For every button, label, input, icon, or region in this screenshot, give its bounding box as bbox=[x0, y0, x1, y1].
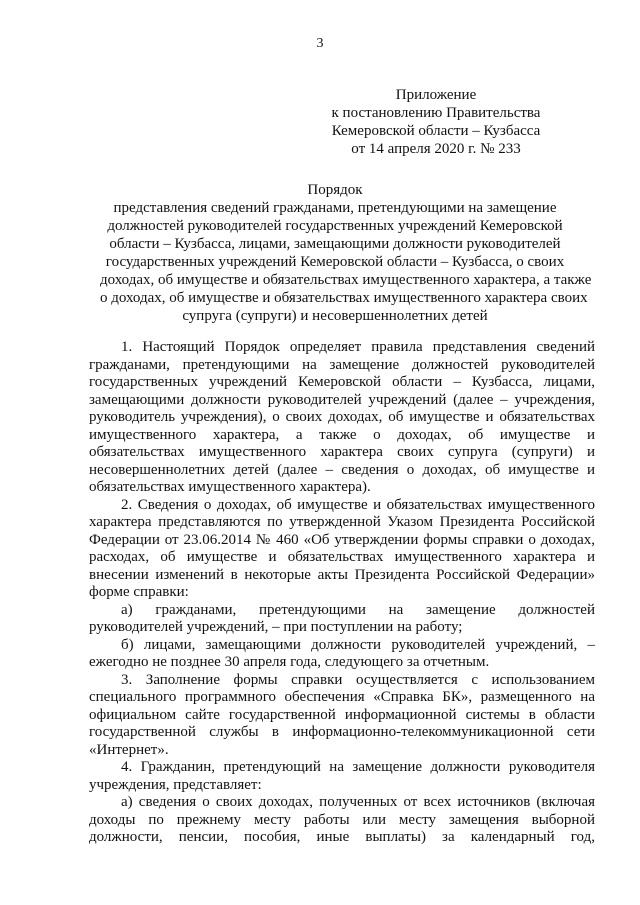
title-line: государственных учреждений Кемеровской области – Кузбасса, о своих bbox=[105, 254, 565, 270]
body-line: внесении изменений в некоторые акты Президента Российской Федерации» bbox=[89, 566, 595, 583]
body-line: имущественного характера, а также о доходах, об имуществе и bbox=[89, 426, 595, 443]
body-text bbox=[89, 339, 595, 847]
title-line: доходах, об имуществе и обязательствах имущественного характера, а также bbox=[100, 272, 592, 288]
title-line: области – Кузбасса, лицами, замещающими должности руководителей bbox=[109, 236, 561, 252]
body-line: 3. Заполнение формы справки осуществляется с использованием bbox=[121, 671, 595, 688]
body-line: несовершеннолетних детей (далее – сведения о доходах, об имуществе и bbox=[89, 461, 595, 478]
document-title bbox=[100, 181, 592, 325]
title-line: супруга (супруги) и несовершеннолетних детей bbox=[182, 308, 488, 324]
body-line: учреждения, представляет: bbox=[89, 776, 262, 793]
body-line: «Интернет». bbox=[89, 741, 169, 758]
body-line: б) лицами, замещающими должности руководителей учреждений, – bbox=[121, 636, 595, 653]
body-line: характера представляются по утвержденной Указом Президента Российской bbox=[89, 514, 595, 530]
body-line: а) гражданами, претендующими на замещение должностей bbox=[121, 601, 595, 618]
body-line: 4. Гражданин, претендующий на замещение должности руководителя bbox=[121, 759, 595, 775]
body-line: руководителей учреждений, – при поступлении на работу; bbox=[89, 619, 463, 635]
body-line: обязательствах имущественного характера). bbox=[89, 479, 371, 495]
body-line: 2. Сведения о доходах, об имуществе и обязательствах имущественного bbox=[121, 496, 595, 513]
body-line: государственных учреждений Кемеровской области – Кузбасса, лицами, bbox=[89, 374, 595, 390]
body-line: обязательствах имущественного характера своих супруга (супруги) и bbox=[89, 444, 595, 460]
body-line: гражданами, претендующими на замещение должностей руководителей bbox=[89, 356, 595, 373]
body-line: государственной службы в информационно-телекоммуникационной сети bbox=[89, 724, 595, 740]
title-line: должностей руководителей государственных учреждений Кемеровской bbox=[107, 218, 563, 234]
body-line: руководитель учреждения), о своих доходах, об имуществе и обязательствах bbox=[89, 409, 595, 425]
body-line: специального программного обеспечения «Справка БК», размещенного на bbox=[89, 689, 595, 705]
body-line: замещающими должности руководителей учреждений (далее – учреждения, bbox=[89, 391, 595, 408]
body-line: ежегодно не позднее 30 апреля года, следующего за отчетным. bbox=[89, 654, 490, 670]
appendix-line: Приложение bbox=[395, 87, 477, 103]
body-line: Федерации от 23.06.2014 № 460 «Об утверждении формы справки о доходах, bbox=[89, 531, 595, 548]
appendix-line: к постановлению Правительства bbox=[331, 105, 541, 121]
page-number: 3 bbox=[316, 36, 324, 51]
body-line: должности, пенсии, пособия, иные выплаты) за календарный год, bbox=[89, 829, 595, 845]
body-line: а) сведения о своих доходах, полученных от всех источников (включая bbox=[121, 794, 595, 810]
appendix-line: Кемеровской области – Кузбасса bbox=[331, 123, 541, 139]
appendix-line: от 14 апреля 2020 г. № 233 bbox=[351, 141, 521, 157]
title-line: представления сведений гражданами, претендующими на замещение bbox=[113, 200, 557, 216]
title-line: Порядок bbox=[307, 182, 363, 198]
body-line: доходы по прежнему месту работы или месту замещения выборной bbox=[89, 811, 595, 828]
title-line: о доходах, об имуществе и обязательствах имущественного характера своих bbox=[100, 290, 588, 306]
body-line: 1. Настоящий Порядок определяет правила представления сведений bbox=[121, 339, 595, 355]
body-line: расходах, об имуществе и обязательствах имущественного характера и bbox=[89, 549, 595, 565]
appendix-heading bbox=[286, 86, 586, 158]
body-line: форме справки: bbox=[89, 584, 189, 600]
body-line: официальном сайте государственной информационной системы в области bbox=[89, 706, 595, 723]
